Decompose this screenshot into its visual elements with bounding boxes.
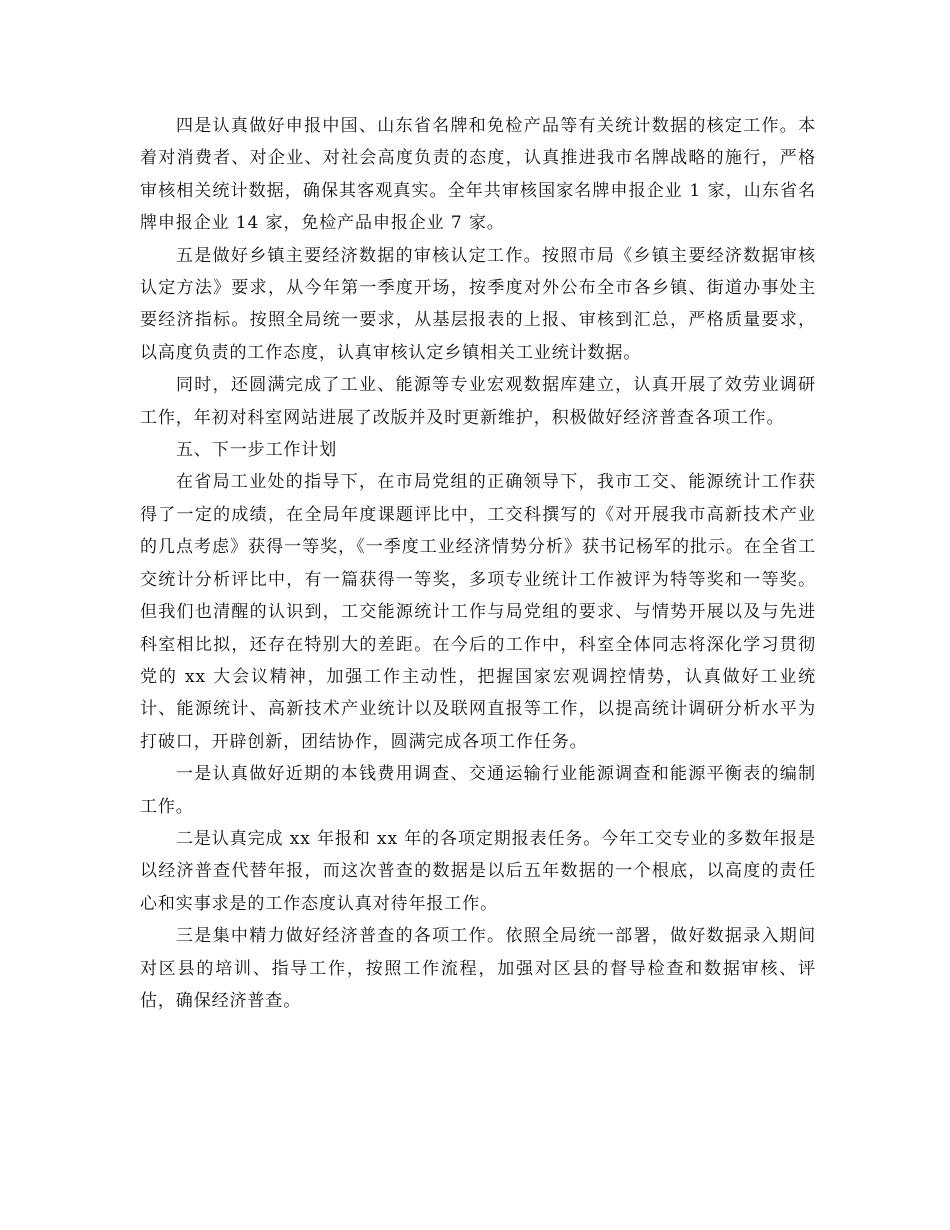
section-heading-next-plan: 五、下一步工作计划: [176, 440, 338, 461]
document-body: [140, 110, 816, 1017]
paragraph-plan-item-1: 一是认真做好近期的本钱费用调查、交通运输行业能源调查和能源平衡表的编制工作。: [140, 764, 816, 817]
paragraph-plan-item-2: 二是认真完成 xx 年报和 xx 年的各项定期报表任务。今年工交专业的多数年报是以经济普查代替年报，而这次普查的数据是以后五年数据的一个根底，以高度的责任心和实事求是的工作态度认真对待年报工作。: [140, 828, 816, 914]
paragraph-other-work: 同时，还圆满完成了工业、能源等专业宏观数据库建立，认真开展了效劳业调研工作，年初对科室网站进展了改版并及时更新维护，积极做好经济普查各项工作。: [140, 375, 816, 428]
paragraph-brand-review: 四是认真做好申报中国、山东省名牌和免检产品等有关统计数据的核定工作。本着对消费者、对企业、对社会高度负责的态度，认真推进我市名牌战略的施行，严格审核相关统计数据，确保其客观真实。全年共审核国家名牌申报企业 1 家，山东省名牌申报企业 14 家，免检产品申报企业 7 家。: [140, 116, 816, 234]
paragraph-plan-item-3: 三是集中精力做好经济普查的各项工作。依照全局统一部署，做好数据录入期间对区县的培训、指导工作，按照工作流程，加强对区县的督导检查和数据审核、评估，确保经济普查。: [140, 926, 816, 1011]
paragraph-township-review: 五是做好乡镇主要经济数据的审核认定工作。按照市局《乡镇主要经济数据审核认定方法》要求，从今年第一季度开场，按季度对外公布全市各乡镇、街道办事处主要经济指标。按照全局统一要求，从基层报表的上报、审核到汇总，严格质量要求，以高度负责的工作态度，认真审核认定乡镇相关工业统计数据。: [140, 245, 816, 363]
paragraph-achievements: 在省局工业处的指导下，在市局党组的正确领导下，我市工交、能源统计工作获得了一定的成绩，在全局年度课题评比中，工交科撰写的《对开展我市高新技术产业的几点考虑》获得一等奖，《一季度工业经济情势分析》获书记杨军的批示。在全省工交统计分析评比中，有一篇获得一等奖，多项专业统计工作被评为特等奖和一等奖。但我们也清醒的认识到，工交能源统计工作与局党组的要求、与情势开展以及与先进科室相比拟，还存在特别大的差距。在今后的工作中，科室全体同志将深化学习贯彻党的 xx 大会议精神，加强工作主动性，把握国家宏观调控情势，认真做好工业统计、能源统计、高新技术产业统计以及联网直报等工作，以提高统计调研分析水平为打破口，开辟创新，团结协作，圆满完成各项工作任务。: [140, 472, 816, 752]
